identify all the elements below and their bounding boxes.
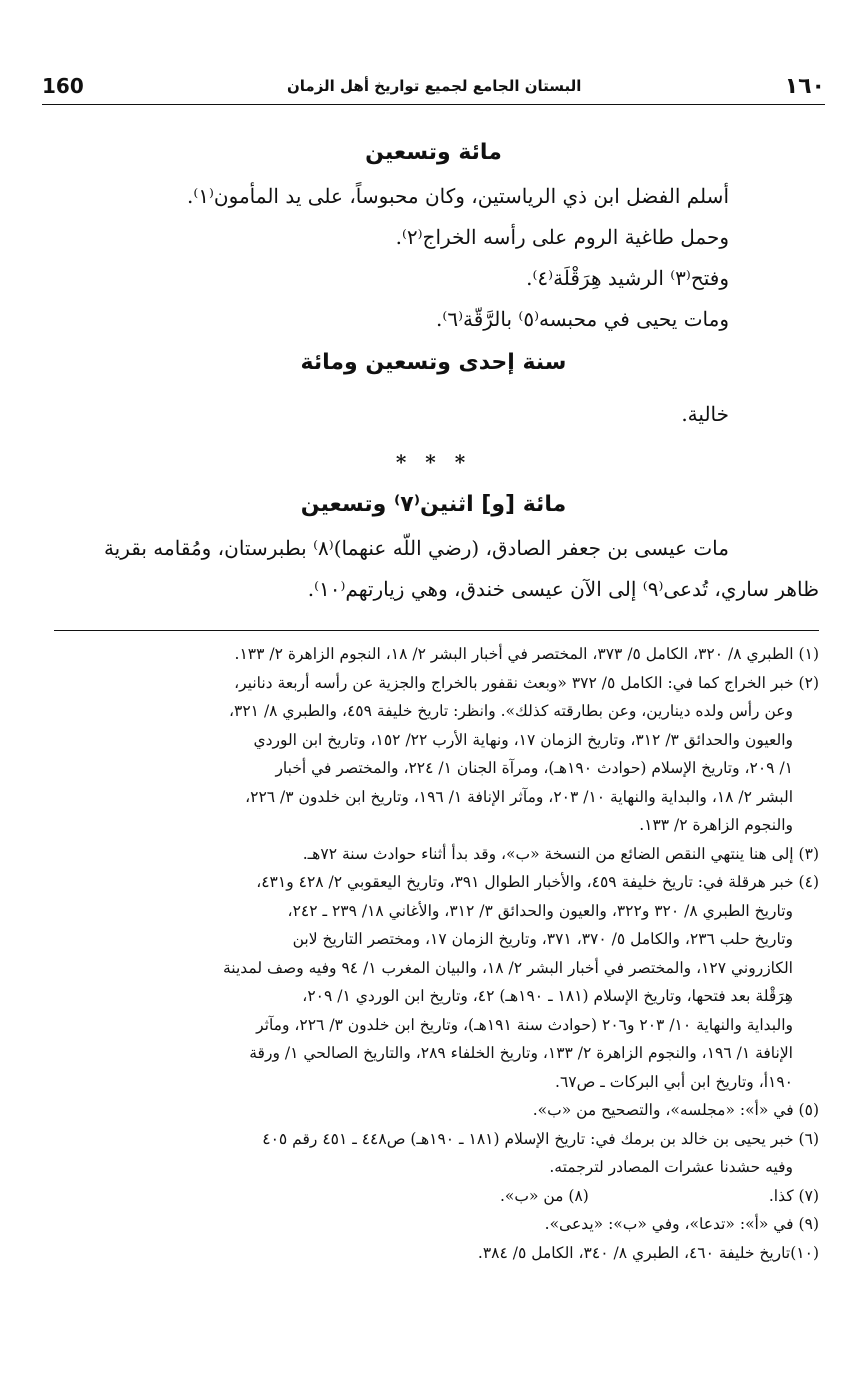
footnote-number: (١٠) [790, 1243, 819, 1262]
footnote [44, 1125, 819, 1154]
footnote-number: (١) [798, 645, 819, 663]
footnote-number: (٥) [798, 1101, 819, 1119]
footnotes [44, 640, 819, 1267]
footnote [44, 1096, 819, 1125]
footnote [44, 868, 819, 897]
footnote-text: ١/ ٢٠٩، وتاريخ الإسلام (حوادث ١٩٠هـ)، ومرآة الجنان ١/ ٢٢٤، والمختصر في أخبار [275, 759, 793, 777]
footnote-number: (٧) [798, 1186, 819, 1205]
footnote [44, 1210, 819, 1239]
footnote [769, 1182, 819, 1211]
footnote-text: ١٩٠أ، وتاريخ ابن أبي البركات ـ ص٦٧. [555, 1072, 793, 1091]
text-line: ظاهر ساري، تُدعى⁽٩⁾ إلى الآن عيسى خندق، وهي زيارتهم⁽١٠⁾. [307, 577, 819, 601]
footnote-rule [54, 630, 819, 631]
footnote-number: (٤) [798, 873, 819, 891]
footnote-pair [44, 1182, 819, 1211]
footnote-text: تاريخ خليفة ٤٦٠، الطبري ٨/ ٣٤٠، الكامل ٥/ ٣٨٤. [477, 1243, 791, 1262]
footnote-text: هِرَقْلة بعد فتحها، وتاريخ الإسلام (١٨١ ـ ١٩٠هـ) ٤٢، وتاريخ ابن الوردي ١/ ٢٠٩، [302, 987, 793, 1005]
footnote-text: وتاريخ الطبري ٨/ ٣٢٠ و٣٢٢، والعيون والحدائق ٣/ ٣١٢، والأغاني ١٨/ ٢٣٩ ـ ٢٤٢، [287, 901, 793, 920]
running-title: البستان الجامع لجميع تواريخ أهل الزمان [286, 77, 582, 95]
text-line: خالية. [681, 402, 729, 426]
footnote [44, 669, 819, 698]
footnote-text: والنجوم الزاهرة ٢/ ١٣٣. [639, 816, 793, 834]
footnote-number: (٣) [798, 844, 819, 863]
footnote-number: (٢) [798, 673, 819, 692]
text-line: أسلم الفضل ابن ذي الرياستين، وكان محبوساً، على يد المأمون⁽١⁾. [186, 184, 729, 208]
footnote-text: في «أ»: «تدعا»، وفي «ب»: «يدعى». [544, 1215, 794, 1233]
footnote-text: كذا. [768, 1186, 794, 1205]
footnote-text: والبداية والنهاية ١٠/ ٢٠٣ و٢٠٦ (حوادث سنة ١٩١هـ)، وتاريخ ابن خلدون ٣/ ٢٢٦، ومآثر [256, 1015, 793, 1034]
footnote-text: في «أ»: «مجلسه»، والتصحيح من «ب». [532, 1101, 794, 1119]
footnote [500, 1182, 589, 1211]
footnote-text: خبر يحيى بن خالد بن برمك في: تاريخ الإسلام (١٨١ ـ ١٩٠هـ) ص٤٤٨ ـ ٤٥١ رقم ٤٠٥ [262, 1129, 794, 1148]
footnote-text: الإنافة ١/ ١٩٦، والنجوم الزاهرة ٢/ ١٣٣، وتاريخ الخلفاء ٢٨٩، والتاريخ الصالحي ١/ ورقة [249, 1044, 793, 1062]
footnote-text: وتاريخ حلب ٢٣٦، والكامل ٥/ ٣٧٠، ٣٧١، وتاريخ الزمان ١٧، ومختصر التاريخ لابن [292, 930, 793, 948]
footnote-text: الطبري ٨/ ٣٢٠، الكامل ٥/ ٣٧٣، المختصر في أخبار البشر ٢/ ١٨، النجوم الزاهرة ٢/ ١٣٣. [234, 645, 794, 663]
footnote-text: وفيه حشدنا عشرات المصادر لترجمته. [549, 1158, 793, 1176]
footnote-text: والعيون والحدائق ٣/ ٣١٢، وتاريخ الزمان ١٧، ونهاية الأرب ٢٢/ ١٥٢، وتاريخ ابن الوردي [253, 730, 793, 749]
text-line: وحمل طاغية الروم على رأسه الخراج⁽٢⁾. [395, 225, 729, 249]
footnote-text: إلى هنا ينتهي النقص الضائع من النسخة «ب»، وقد بدأ أثناء حوادث سنة ٧٢هـ. [302, 844, 794, 863]
footnote [44, 1239, 819, 1268]
text-line: مات عيسى بن جعفر الصادق، (رضي اللّه عنهما)⁽٨⁾ بطبرستان، ومُقامه بقرية [103, 536, 729, 560]
year-heading: سنة إحدى وتسعين ومائة [300, 350, 567, 375]
section-separator: * * * [395, 450, 472, 474]
footnote-text: خبر هرقلة في: تاريخ خليفة ٤٥٩، والأخبار الطوال ٣٩١، وتاريخ اليعقوبي ٢/ ٤٢٨ و٤٣١، [256, 873, 794, 891]
footnote [44, 640, 819, 669]
footnote-text: وعن رأس ولده دينارين، وعن بطارقته كذلك». وانظر: تاريخ خليفة ٤٥٩، والطبري ٨/ ٣٢١، [229, 702, 793, 720]
footnote-text: الكازروني ١٢٧، والمختصر في أخبار البشر ٢/ ١٨، والبيان المغرب ١/ ٩٤ وفيه وصف لمدينة [222, 958, 793, 977]
footnote-number: (٨) [568, 1186, 589, 1205]
year-heading: مائة وتسعين [365, 140, 502, 165]
page-number-latin: 160 [42, 74, 84, 98]
header-rule [42, 104, 825, 105]
footnote-number: (٩) [798, 1215, 819, 1233]
footnote [44, 840, 819, 869]
footnote-text: خبر الخراج كما في: الكامل ٥/ ٣٧٢ «وبعث نقفور بالخراج والجزية عن رأسه أربعة دنانير، [234, 673, 794, 692]
page-number-arabic: ١٦٠ [784, 73, 825, 99]
text-line: وفتح⁽٣⁾ الرشيد هِرَقْلَة⁽٤⁾. [526, 266, 729, 290]
running-header [42, 70, 825, 102]
footnote-text: من «ب». [499, 1186, 564, 1205]
text-line: ومات يحيى في محبسه⁽٥⁾ بالرَّقّة⁽٦⁾. [436, 307, 729, 331]
footnote-number: (٦) [798, 1129, 819, 1148]
footnote-text: البشر ٢/ ١٨، والبداية والنهاية ١٠/ ٢٠٣، ومآثر الإنافة ١/ ١٩٦، وتاريخ ابن خلدون ٣/ ٢٢٦، [245, 787, 793, 806]
year-heading: مائة [و] اثنين⁽٧⁾ وتسعين [300, 492, 567, 517]
main-text [48, 130, 819, 610]
